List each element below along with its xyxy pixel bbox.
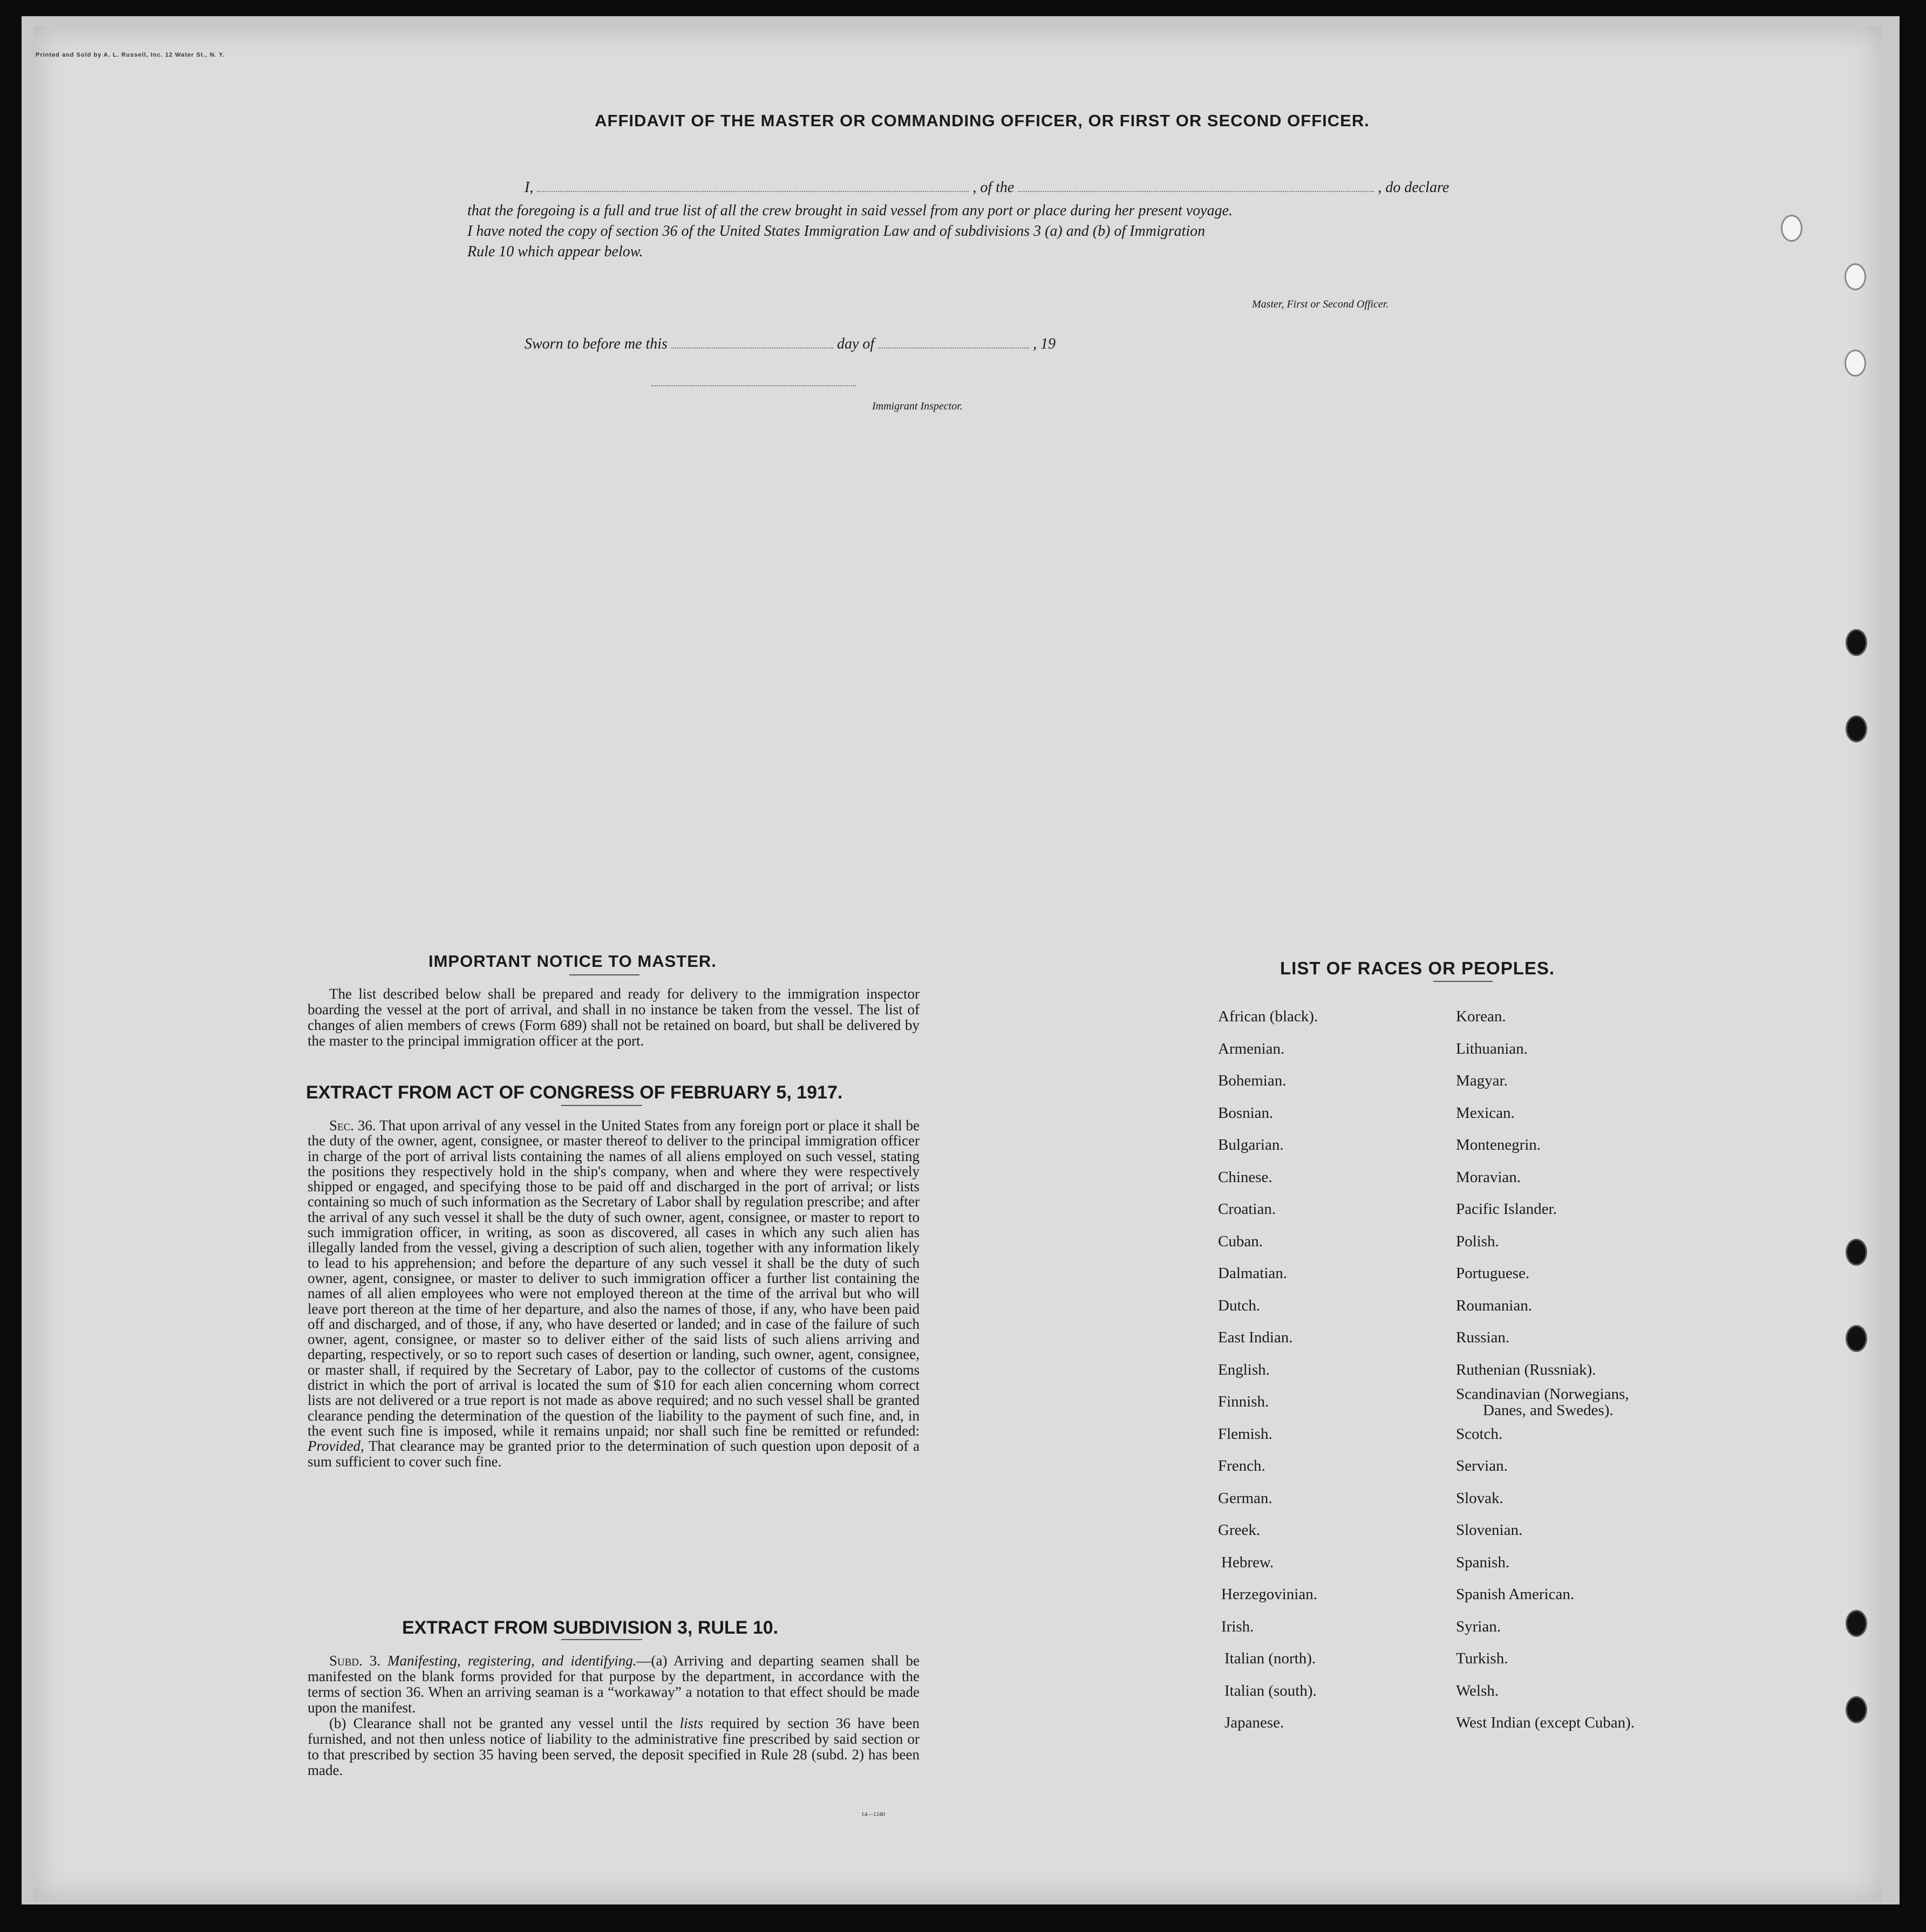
rule10-rule: [561, 1639, 642, 1640]
races-column-1: [1218, 1001, 1318, 1739]
binder-hole-icon: [1846, 1610, 1867, 1637]
printer-line: Printed and Sold by A. L. Russell, Inc. 12 Water St., N. Y.: [36, 52, 225, 58]
race-item: Portuguese.: [1456, 1265, 1530, 1282]
act-text-end: That clearance may be granted prior to the determination of such question upon deposit of a sum sufficient to cover such fine.: [308, 1438, 920, 1470]
binder-hole-icon: [1781, 215, 1802, 242]
race-item: Slovenian.: [1456, 1521, 1523, 1539]
race-item: Servian.: [1456, 1457, 1508, 1474]
signature-caption: Master, First or Second Officer.: [1252, 298, 1389, 310]
section-label: Sec. 36.: [329, 1117, 376, 1134]
race-item: English.: [1218, 1361, 1270, 1378]
race-item: Scandinavian (Norwegians,: [1456, 1385, 1629, 1403]
race-item: Bosnian.: [1218, 1104, 1274, 1122]
race-item: Magyar.: [1456, 1072, 1508, 1089]
race-item: Moravian.: [1456, 1168, 1521, 1186]
race-item: Italian (north).: [1224, 1650, 1316, 1667]
race-item: Chinese.: [1218, 1168, 1272, 1186]
day-of-text: day of: [836, 336, 875, 352]
race-item: Flemish.: [1218, 1425, 1272, 1443]
race-item: Irish.: [1221, 1617, 1254, 1635]
race-item: Korean.: [1456, 1008, 1506, 1025]
subd-label: Subd. 3.: [329, 1653, 381, 1669]
affidavit-line-3: I have noted the copy of section 36 of the United States Immigration Law and of subdivisions 3 (a) and (b) of Immigration: [467, 223, 1206, 240]
rule10-para-b-end: required by section 36 have been furnished, and not then unless notice of liability to the administrative fine prescribed by said section or to that prescribed by section 35 having been served, the deposit specified in Rule 28 (subd. 2) has been made.: [308, 1715, 920, 1778]
subd-heading: Manifesting, registering, and identifying.: [387, 1653, 637, 1669]
race-item: Bulgarian.: [1218, 1136, 1284, 1153]
race-item: Scotch.: [1456, 1425, 1503, 1443]
notice-rule: [569, 974, 639, 975]
binder-hole-icon: [1846, 1696, 1867, 1723]
race-item: Welsh.: [1456, 1682, 1499, 1699]
notice-text: The list described below shall be prepared and ready for delivery to the immigration inspector boarding the vessel at the port of arrival, and shall in no instance be taken from the vessel. The list of changes of alien members of crews (Form 689) shall not be retained on board, but shall be delivered by the master to the principal immigration officer at the port.: [308, 986, 920, 1049]
races-rule: [1433, 981, 1493, 982]
race-item: Bohemian.: [1218, 1072, 1287, 1089]
race-item: Cuban.: [1218, 1232, 1263, 1250]
rule10-para-b-start: (b) Clearance shall not be granted any vessel until the: [329, 1715, 673, 1731]
act-paragraph: [308, 1118, 920, 1469]
rule10-para-a: —(a) Arriving and departing seamen shall be manifested on the blank forms provided for that purpose by the department, in accordance with the terms of section 36. When an arriving seaman is a “workaway” a notation to that effect should be made upon the manifest.: [308, 1653, 920, 1716]
affidavit-line-4: Rule 10 which appear below.: [467, 243, 643, 260]
race-item: Spanish.: [1456, 1553, 1510, 1571]
affidavit-title: AFFIDAVIT OF THE MASTER OR COMMANDING OFFICER, OR FIRST OR SECOND OFFICER.: [595, 111, 1370, 130]
race-item: Spanish American.: [1456, 1586, 1575, 1603]
provided-word: Provided,: [308, 1438, 364, 1455]
rule10-lists-word: lists: [679, 1715, 704, 1731]
notice-title: IMPORTANT NOTICE TO MASTER.: [428, 952, 717, 971]
race-item: African (black).: [1218, 1008, 1318, 1025]
master-name-field[interactable]: [537, 191, 969, 192]
rule10-title: EXTRACT FROM SUBDIVISION 3, RULE 10.: [402, 1617, 779, 1638]
races-column-2: [1456, 1001, 1635, 1739]
sworn-line: [525, 336, 1056, 353]
race-item: Montenegrin.: [1456, 1136, 1541, 1153]
affidavit-i: I,: [525, 179, 534, 196]
act-text-main: That upon arrival of any vessel in the United States from any foreign port or place it shall be the duty of the owner, agent, consignee, or master thereof to deliver to the principal immigration officer in charge of the port of arrival lists containing the names of all aliens employed on such vessel, stating the positions they respectively hold in the ship's company, when and where they were respectively shipped or engaged, and specifying those to be paid off and discharged in the port of arrival; or lists containing so much of such information as the Secretary of Labor shall by regulation prescribe; and after the arrival of any such vessel it shall be the duty of such owner, agent, consignee, or master to report to such immigration officer, in writing, as soon as discovered, all cases in which any such alien has illegally landed from the vessel, giving a description of such alien, together with any information likely to lead to his apprehension; and before the departure of any such vessel it shall be the duty of such owner, agent, consignee, or master to deliver to such immigration officer a further list containing the names of all alien employees who were not employed thereon at the time of the arrival but who will leave port thereon at the time of her departure, and also the names of those, if any, who have been paid off and discharged, and of those, if any, who have deserted or landed; and in case of the failure of such owner, agent, consignee, or master so to deliver either of the said lists of such aliens arriving and departing, respectively, or so to report such cases of desertion or landing, such owner, agent, consignee, or master shall, if required by the Secretary of Labor, pay to the collector of customs of the customs district in which the port of arrival is located the sum of $10 for each alien concerning whom correct lists are not delivered or a true report is not made as above required; and no such vessel shall be granted clearance pending the determination of the question of the liability to the payment of such fine, and, in the event such fine is imposed, while it remains unpaid; nor shall such fine be remitted or refunded:: [308, 1117, 920, 1439]
binder-hole-icon: [1845, 350, 1866, 377]
race-item: Dalmatian.: [1218, 1265, 1288, 1282]
inspector-caption: Immigrant Inspector.: [872, 400, 963, 412]
race-item: Herzegovinian.: [1221, 1586, 1317, 1603]
vessel-name-field[interactable]: [1018, 191, 1374, 192]
binder-hole-icon: [1846, 715, 1867, 742]
sworn-day-field[interactable]: [671, 347, 833, 349]
race-item: Syrian.: [1456, 1617, 1501, 1635]
act-title: EXTRACT FROM ACT OF CONGRESS OF FEBRUARY 5, 1917.: [306, 1082, 843, 1103]
form-number: 14—1240: [861, 1811, 885, 1818]
race-item: Polish.: [1456, 1232, 1499, 1250]
race-item: Mexican.: [1456, 1104, 1515, 1122]
affidavit-line-2: that the foregoing is a full and true list of all the crew brought in said vessel from any port or place during her present voyage.: [467, 202, 1233, 219]
affidavit-line-1: [525, 179, 1449, 196]
race-item: Slovak.: [1456, 1489, 1503, 1507]
race-item: Danes, and Swedes).: [1483, 1402, 1614, 1419]
race-item: East Indian.: [1218, 1329, 1293, 1346]
act-rule: [561, 1105, 642, 1106]
race-item: Lithuanian.: [1456, 1040, 1528, 1057]
binder-hole-icon: [1846, 1239, 1867, 1266]
notice-paragraph: [308, 986, 920, 1049]
race-item: Armenian.: [1218, 1040, 1285, 1057]
inspector-signature-field[interactable]: [651, 385, 856, 386]
race-item: Pacific Islander.: [1456, 1200, 1557, 1218]
race-item: Italian (south).: [1224, 1682, 1317, 1699]
race-item: Finnish.: [1218, 1393, 1269, 1410]
race-item: Japanese.: [1224, 1714, 1284, 1731]
races-title: LIST OF RACES OR PEOPLES.: [1280, 958, 1555, 978]
sworn-month-field[interactable]: [878, 347, 1029, 349]
affidavit-of-the: , of the: [972, 179, 1015, 196]
race-item: Ruthenian (Russniak).: [1456, 1361, 1596, 1378]
race-item-scandinavian: [1456, 1386, 1635, 1418]
affidavit-do-declare: , do declare: [1378, 179, 1449, 196]
race-item: Dutch.: [1218, 1296, 1261, 1314]
race-item: French.: [1218, 1457, 1265, 1474]
rule10-paragraph: [308, 1653, 920, 1778]
race-item: Greek.: [1218, 1521, 1261, 1539]
binder-hole-icon: [1846, 1325, 1867, 1352]
binder-hole-icon: [1846, 629, 1867, 656]
binder-hole-icon: [1845, 263, 1866, 290]
year-prefix: , 19: [1033, 336, 1056, 352]
race-item: Roumanian.: [1456, 1296, 1532, 1314]
race-item: Turkish.: [1456, 1650, 1508, 1667]
sworn-text: Sworn to before me this: [525, 336, 668, 352]
race-item: German.: [1218, 1489, 1272, 1507]
race-item: Hebrew.: [1221, 1553, 1274, 1571]
race-item: Croatian.: [1218, 1200, 1276, 1218]
race-item: West Indian (except Cuban).: [1456, 1714, 1635, 1731]
race-item: Russian.: [1456, 1329, 1510, 1346]
